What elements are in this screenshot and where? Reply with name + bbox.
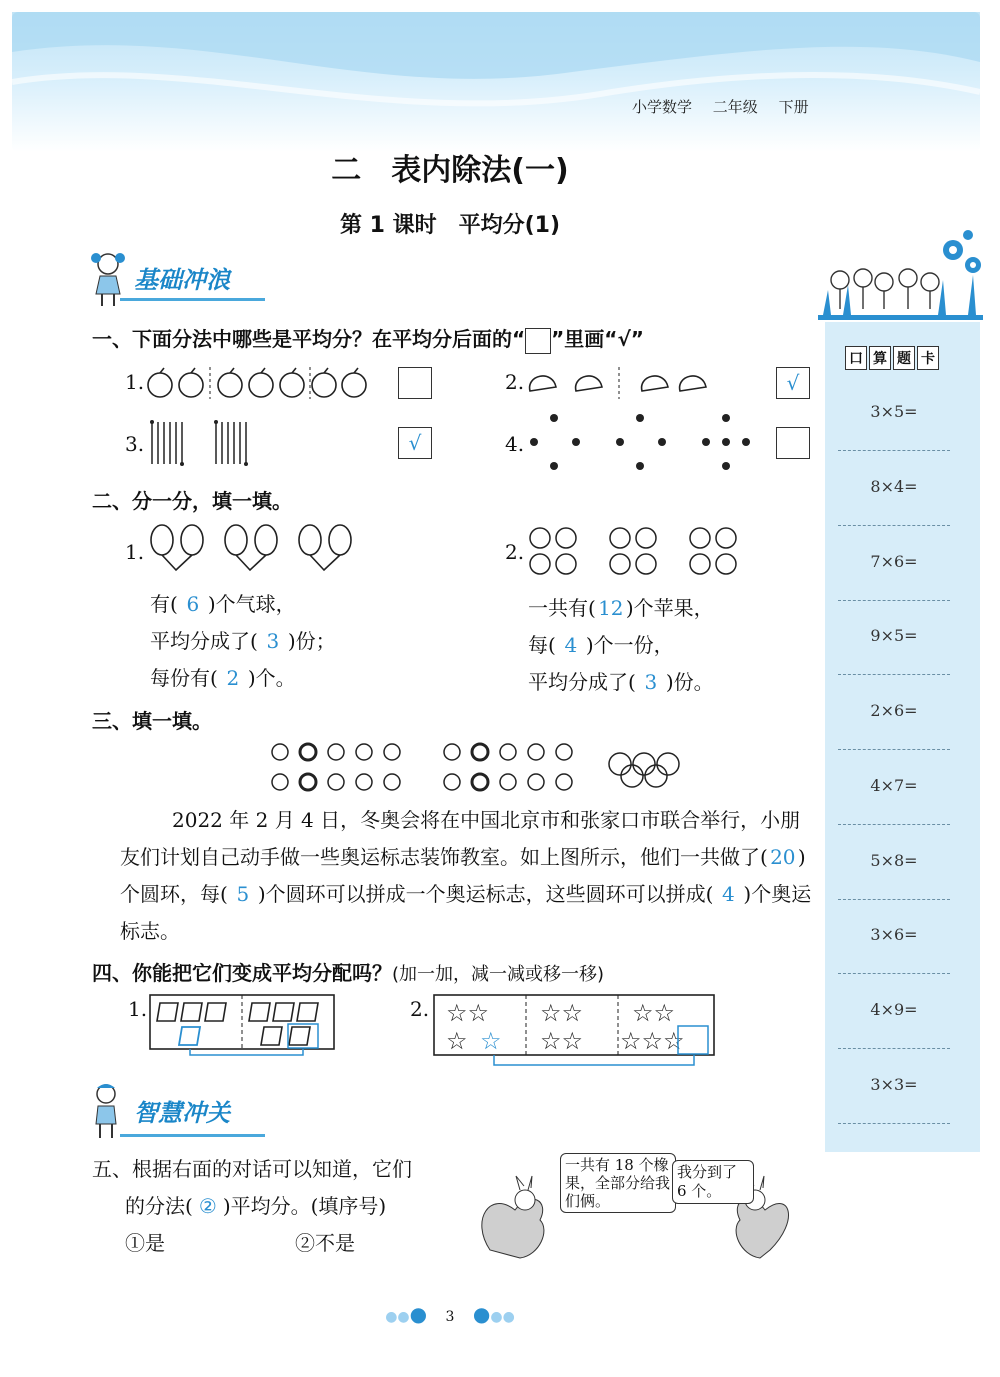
answer-option[interactable]: ② [198, 1194, 217, 1218]
q5-line1: 五、根据右面的对话可以知道，它们 [92, 1157, 412, 1181]
q1-item-1-no: 1. [125, 370, 145, 394]
answer-ring-count[interactable]: 20 [770, 845, 796, 869]
text: 一共有( [528, 596, 596, 620]
svg-text:☆☆: ☆☆ [540, 1027, 584, 1055]
text: )个苹果， [625, 596, 714, 620]
answer-parts[interactable]: 3 [266, 629, 280, 653]
answer-line [838, 450, 950, 451]
text: )个一份， [585, 633, 674, 657]
text: 每( [528, 633, 556, 657]
check-mark: √ [786, 371, 800, 395]
q1-answer-box-4[interactable] [776, 427, 810, 459]
header-wave-decoration [12, 12, 980, 152]
q1-box-symbol [525, 328, 551, 354]
section-underline [120, 1134, 265, 1137]
svg-text:☆☆: ☆☆ [446, 999, 490, 1027]
oral-calc-item: 3×6= [870, 925, 918, 944]
q4-item-2-no: 2. [410, 997, 430, 1021]
svg-text:☆☆: ☆☆ [632, 999, 676, 1027]
answer-logo-count[interactable]: 4 [722, 882, 735, 906]
answer-line [838, 674, 950, 675]
q3-title: 三、填一填。 [92, 709, 212, 733]
volume: 下册 [778, 98, 809, 116]
kids-flowers-illustration [818, 220, 983, 320]
q1-item-2-no: 2. [505, 370, 525, 394]
q2-right-line2 [528, 629, 674, 658]
q1-answer-box-1[interactable] [398, 367, 432, 399]
grade: 二年级 [712, 98, 758, 116]
q1-title [92, 323, 644, 354]
q1-peaches-figure [526, 365, 716, 401]
q5-option-1[interactable]: ①是 [125, 1231, 165, 1255]
answer-line [838, 824, 950, 825]
answer-balloon-count[interactable]: 6 [186, 592, 200, 616]
speech-bubble-1: 一共有 18 个橡果，全部分给我们俩。 [560, 1153, 676, 1213]
q2-left-no: 1. [125, 540, 145, 564]
q1-dots-figure [526, 410, 756, 474]
section-basic-title: 基础冲浪 [134, 266, 230, 294]
q4-stars-figure [432, 993, 718, 1069]
q1-title-tail: ”里画“√” [551, 327, 644, 351]
answer-line [838, 1123, 950, 1124]
olympic-rings-figure [268, 738, 688, 796]
text: )个。 [247, 666, 296, 690]
answer-line [838, 600, 950, 601]
boy-icon [88, 1082, 124, 1140]
q2-right-no: 2. [505, 540, 525, 564]
text: )份； [287, 629, 336, 653]
section-wisdom-title: 智慧冲关 [134, 1099, 230, 1127]
q1-item-3-no: 3. [125, 432, 145, 456]
oral-calc-item: 9×5= [870, 626, 918, 645]
q4-title [92, 957, 604, 986]
oral-calc-item: 5×8= [870, 851, 918, 870]
answer-line [838, 1048, 950, 1049]
q1-sticks-figure [148, 418, 258, 468]
oral-calc-card-title [845, 346, 939, 370]
q3-text: )个圆环，每( [120, 845, 806, 906]
check-mark: √ [408, 431, 422, 455]
text: )个气球， [207, 592, 296, 616]
q5-option-2[interactable]: ②不是 [295, 1231, 355, 1255]
lesson-title: 第 1 课时 平均分(1) [339, 213, 561, 238]
oral-calc-sidebar [825, 322, 980, 1152]
answer-line [838, 973, 950, 974]
q3-text: )个圆环可以拼成一个奥运标志，这些圆环可以拼成( [257, 882, 714, 906]
q1-item-4-no: 4. [505, 432, 525, 456]
text: 平均分成了( [150, 629, 258, 653]
q1-answer-box-2[interactable] [776, 367, 810, 399]
text: 有( [150, 592, 178, 616]
q5-line2 [125, 1190, 386, 1219]
text: )份。 [665, 670, 714, 694]
q1-title-text: 一、下面分法中哪些是平均分？在平均分后面的“ [92, 327, 526, 351]
q4-squares-figure [148, 993, 338, 1059]
q3-text: 2022 年 2 月 4 日，冬奥会将在中国北京市和张家口市联合举行，小朋友们计划自己动手做一些奥运标志装饰教室。如上图所示，他们一共做了( [120, 808, 801, 869]
q3-text: )个奥运标志。 [120, 882, 812, 943]
balloons-figure [148, 522, 358, 574]
speech-bubble-2: 我分到了 6 个。 [672, 1160, 754, 1204]
svg-text:☆: ☆ [480, 1027, 502, 1055]
answer-line [838, 525, 950, 526]
oral-calc-item: 4×9= [870, 1000, 918, 1019]
oral-calc-item: 4×7= [870, 776, 918, 795]
card-char: 卡 [917, 346, 939, 370]
q2-left-line1 [150, 588, 296, 617]
text: 每份有( [150, 666, 218, 690]
card-char: 算 [869, 346, 891, 370]
answer-apple-count[interactable]: 12 [598, 596, 624, 620]
book-info [632, 96, 825, 117]
chapter-title: 二 表内除法(一) [331, 153, 569, 188]
text: )平均分。(填序号) [222, 1194, 387, 1218]
q2-left-line2 [150, 625, 336, 654]
answer-line [838, 749, 950, 750]
apples-groups-figure [528, 522, 748, 578]
answer-each-part[interactable]: 2 [226, 666, 240, 690]
svg-text:☆☆: ☆☆ [540, 999, 584, 1027]
q3-paragraph [120, 802, 820, 950]
text: 平均分成了( [528, 670, 636, 694]
q1-apples-figure [146, 365, 376, 401]
answer-per-part[interactable]: 4 [564, 633, 578, 657]
answer-parts[interactable]: 3 [644, 670, 658, 694]
q2-left-line3 [150, 662, 296, 691]
oral-calc-item: 2×6= [870, 701, 918, 720]
page-number-text: 3 [445, 1309, 455, 1325]
card-char: 口 [845, 346, 867, 370]
q4-item-1-no: 1. [128, 997, 148, 1021]
q4-hint: (加一加，减一减或移一移) [392, 964, 605, 985]
oral-calc-item: 3×5= [870, 402, 918, 421]
svg-text:☆: ☆ [446, 1027, 468, 1055]
page-number: ●●● 3 ●●● [385, 1302, 515, 1326]
oral-calc-item: 8×4= [870, 477, 918, 496]
text: 的分法( [125, 1194, 193, 1218]
oral-calc-item: 7×6= [870, 552, 918, 571]
q4-title-text: 四、你能把它们变成平均分配吗？ [92, 961, 392, 985]
card-char: 题 [893, 346, 915, 370]
q1-answer-box-3[interactable] [398, 427, 432, 459]
q2-right-line3 [528, 666, 714, 695]
answer-rings-per-logo[interactable]: 5 [236, 882, 250, 906]
answer-line [838, 899, 950, 900]
oral-calc-item: 3×3= [870, 1075, 918, 1094]
q2-title: 二、分一分，填一填。 [92, 489, 292, 513]
subject: 小学数学 [632, 98, 693, 116]
q2-right-line1 [528, 592, 714, 621]
section-underline [120, 298, 265, 301]
svg-text:☆☆☆: ☆☆☆ [620, 1027, 685, 1055]
